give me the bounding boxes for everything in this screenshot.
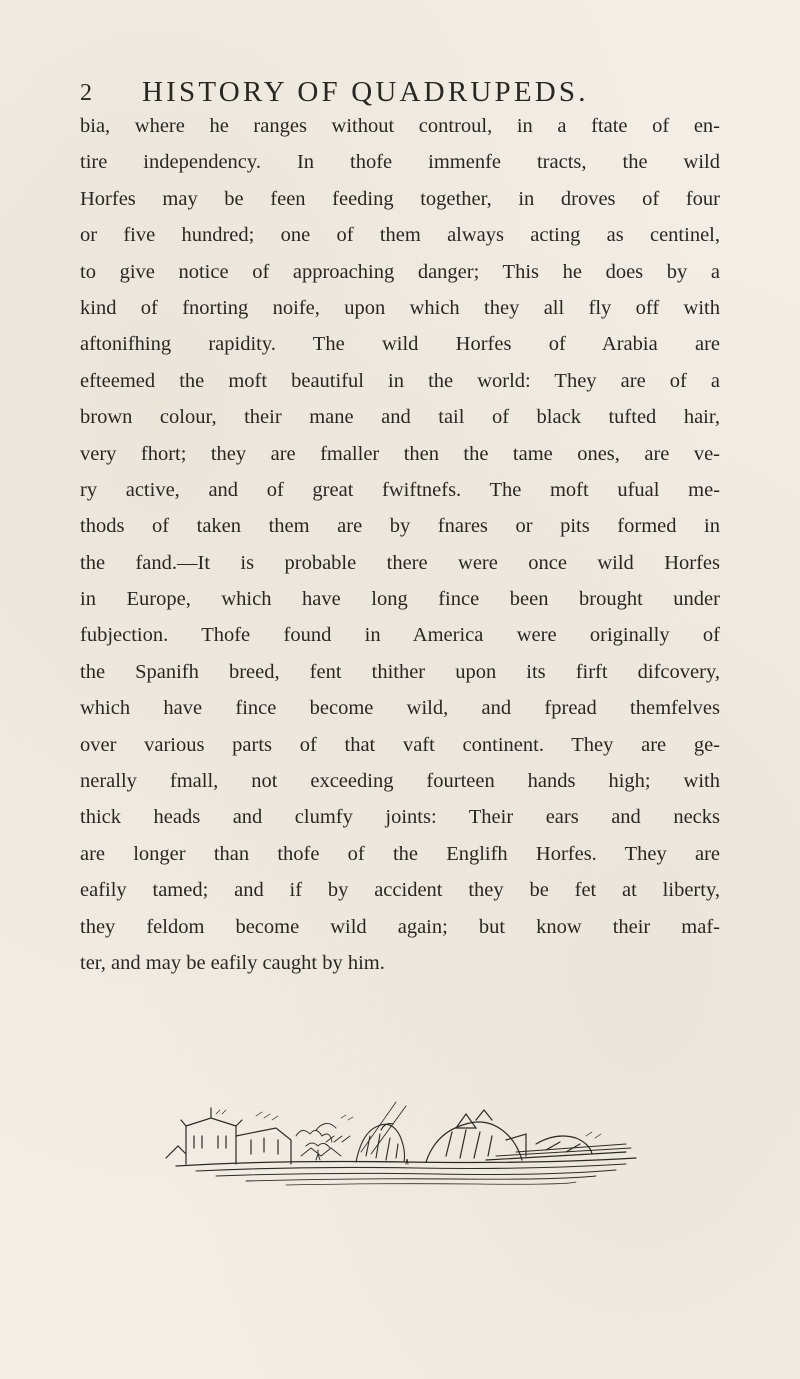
text-line: which have fince become wild, and fpread themfelves <box>80 697 720 720</box>
landscape-vignette-icon <box>156 1096 656 1191</box>
text-line: nerally fmall, not exceeding fourteen hands high; with <box>80 770 720 793</box>
text-line: thods of taken them are by fnares or pits formed in <box>80 515 720 538</box>
text-line: tire independency. In thofe immenfe tracts, the wild <box>80 151 720 174</box>
text-line: kind of fnorting noife, upon which they all fly off with <box>80 296 720 319</box>
text-line: are longer than thofe of the Englifh Horfes. They are <box>80 842 720 865</box>
text-line: brown colour, their mane and tail of black tufted hair, <box>80 406 720 429</box>
text-line: to give notice of approaching danger; This he does by a <box>80 260 720 283</box>
text-line: efteemed the moft beautiful in the world: They are of a <box>80 369 720 392</box>
text-line: thick heads and clumfy joints: Their ears and necks <box>80 806 720 829</box>
text-line: ter, and may be eafily caught by him. <box>80 951 385 974</box>
text-line: the Spanifh breed, fent thither upon its firft difcovery, <box>80 660 720 683</box>
text-line: aftonifhing rapidity. The wild Horfes of Arabia are <box>80 333 720 356</box>
text-line: the fand.—It is probable there were once wild Horfes <box>80 551 720 574</box>
text-line: or five hundred; one of them always acting as centinel, <box>80 224 720 247</box>
text-line: fubjection. Thofe found in America were originally of <box>80 624 720 647</box>
page-number: 2 <box>80 80 93 106</box>
text-line: bia, where he ranges without controul, in a ftate of en- <box>80 115 720 137</box>
text-line: in Europe, which have long fince been brought under <box>80 588 720 611</box>
text-line: Horfes may be feen feeding together, in droves of four <box>80 187 720 210</box>
text-line: very fhort; they are fmaller then the tame ones, are ve- <box>80 442 720 465</box>
text-line: eafily tamed; and if by accident they be fet at liberty, <box>80 879 720 902</box>
text-line: they feldom become wild again; but know their maf- <box>80 915 720 938</box>
running-title: HISTORY OF QUADRUPEDS. <box>142 76 589 108</box>
text-line: over various parts of that vaft continent. They are ge- <box>80 733 720 756</box>
text-line: ry active, and of great fwiftnefs. The moft ufual me- <box>80 478 720 501</box>
body-text <box>80 108 720 981</box>
